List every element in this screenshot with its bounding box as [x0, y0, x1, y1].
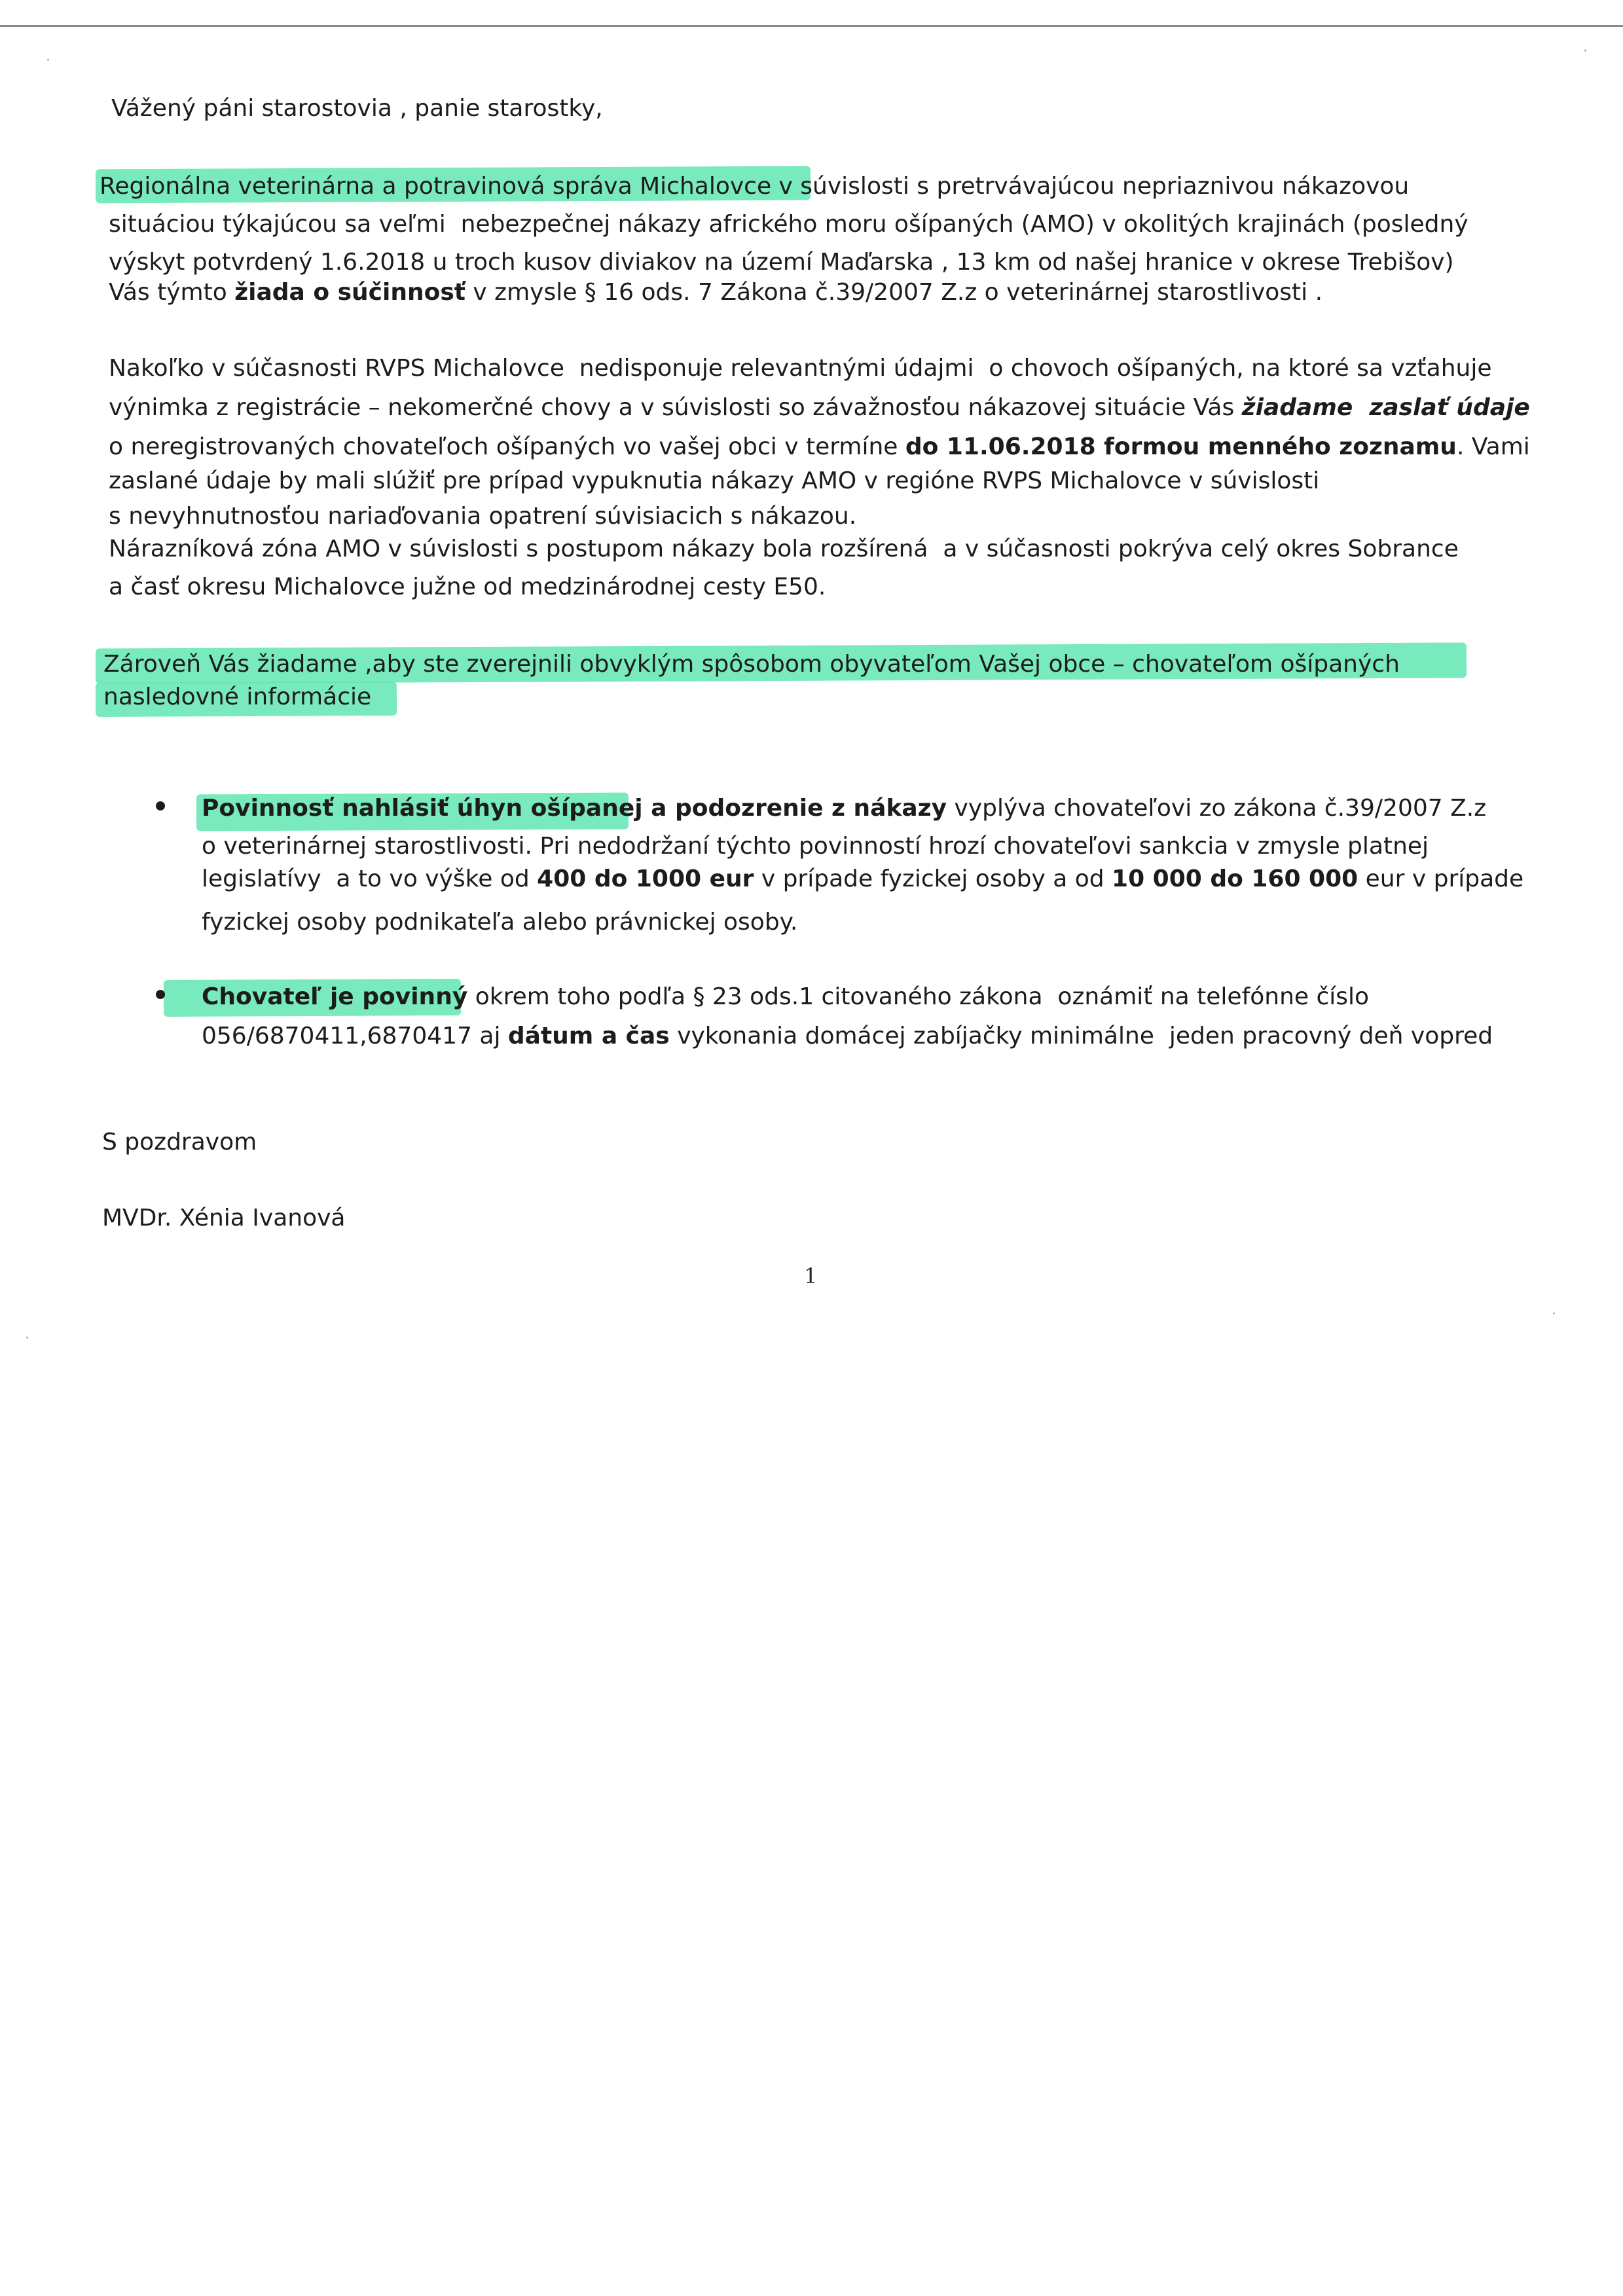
paragraph-3-line-1: Zároveň Vás žiadame ,aby ste zverejnili obvyklým spôsobom obyvateľom Vašej obce – chovateľom ošípaných [103, 651, 1400, 678]
bullet-1-line-2: o veterinárnej starostlivosti. Pri nedodržaní týchto povinností hrozí chovateľovi sankcia v zmysle platnej [202, 833, 1429, 860]
paragraph-1-line-4: Vás týmto žiada o súčinnosť v zmysle § 16 ods. 7 Zákona č.39/2007 Z.z o veterinárnej starostlivosti . [109, 279, 1323, 306]
paragraph-2-line-5: s nevyhnutnosťou nariaďovania opatrení súvisiacich s nákazou. [109, 503, 857, 530]
paragraph-3-line-2: nasledovné informácie [103, 683, 372, 710]
paragraph-1-line-2: situáciou týkajúcou sa veľmi nebezpečnej nákazy afrického moru ošípaných (AMO) v okolitých krajinách (posledný [109, 211, 1468, 238]
paragraph-2-line-6: Nárazníková zóna AMO v súvislosti s postupom nákazy bola rozšírená a v súčasnosti pokrýva celý okres Sobrance [109, 536, 1459, 562]
highlighted-authority-name: Regionálna veterinárna a potravinová správa Michalovce [100, 173, 772, 200]
bullet-2-line-2: 056/6870411,6870417 aj dátum a čas vykonania domácej zabíjačky minimálne jeden pracovný deň vopred [202, 1023, 1493, 1049]
salutation-text: Vážený páni starostovia , panie starostky, [111, 95, 603, 122]
paragraph-2-line-2: výnimka z registrácie – nekomerčné chovy a v súvislosti so závažnosťou nákazovej situácie Vás žiadame zaslať údaje [109, 394, 1530, 421]
bullet-point [156, 990, 165, 999]
paragraph-2-line-7: a časť okresu Michalovce južne od medzinárodnej cesty E50. [109, 574, 826, 600]
bullet-1-line-3: legislatívy a to vo výške od 400 do 1000 eur v prípade fyzickej osoby a od 10 000 do 160 000 eur v prípade [202, 866, 1524, 892]
bullet-1-line-4: fyzickej osoby podnikateľa alebo právnickej osoby. [202, 909, 798, 936]
paragraph-2-line-3: o neregistrovaných chovateľoch ošípaných vo vašej obci v termíne do 11.06.2018 formou menného zoznamu. Vami [109, 433, 1530, 460]
paragraph-2-line-1: Nakoľko v súčasnosti RVPS Michalovce nedisponuje relevantnými údajmi o chovoch ošípaných, na ktoré sa vzťahuje [109, 355, 1492, 382]
paragraph-1-line-1: Regionálna veterinárna a potravinová správa Michalovce v súvislosti s pretrvávajúcou nepriaznivou nákazovou [100, 173, 1410, 200]
scan-speck: · [1583, 43, 1588, 60]
closing: S pozdravom [102, 1129, 257, 1156]
paragraph-2-line-4: zaslané údaje by mali slúžiť pre prípad vypuknutia nákazy AMO v regióne RVPS Michalovce v súvislosti [109, 467, 1320, 494]
bullet-1-line-1: Povinnosť nahlásiť úhyn ošípanej a podozrenie z nákazy vyplýva chovateľovi zo zákona č.39/2007 Z.z [202, 795, 1487, 822]
bullet-point [156, 801, 165, 811]
scan-speck: · [1552, 1306, 1556, 1322]
signature: MVDr. Xénia Ivanová [102, 1205, 346, 1231]
scan-speck: · [25, 1330, 29, 1347]
scan-top-edge [0, 25, 1623, 27]
bullet-2-line-1: Chovateľ je povinný okrem toho podľa § 23 ods.1 citovaného zákona oznámiť na telefónne číslo [202, 983, 1370, 1010]
paragraph-1-line-3: výskyt potvrdený 1.6.2018 u troch kusov diviakov na území Maďarska , 13 km od našej hranice v okrese Trebišov) [109, 249, 1454, 276]
scan-speck: · [46, 52, 50, 69]
page-number: 1 [804, 1264, 818, 1288]
salutation [111, 94, 603, 124]
